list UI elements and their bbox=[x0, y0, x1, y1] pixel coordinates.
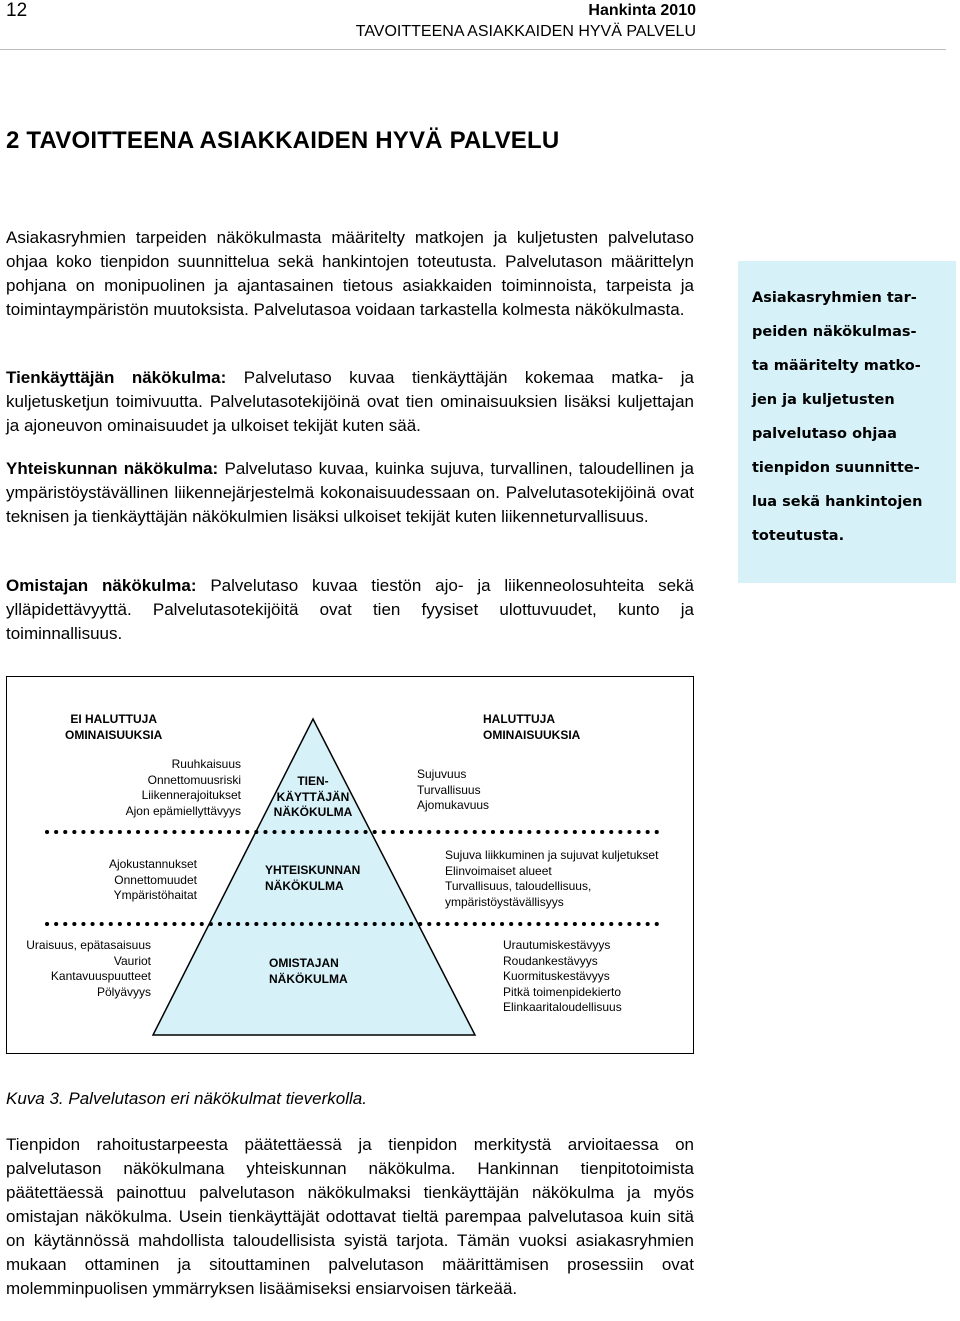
page-number: 12 bbox=[6, 0, 28, 21]
owner-level-title: OMISTAJAN NÄKÖKULMA bbox=[269, 956, 348, 986]
owner-desired: Urautumiskestävyys Roudankestävyys Kuormituskestävyys Pitkä toimenpidekierto Elinkaaritaloudellisuus bbox=[503, 938, 622, 1014]
closing-paragraph: Tienpidon rahoitustarpeesta päätettäessä ja tienpidon merkitystä arvioitaessa on palvelutason näkökulmana yhteiskunnan näkökulma. Hankinnan tienpitotoimista päätettäessä painottuu palvelutason näkökulmaksi tienkäyttäjän näkökulma ja myös omistajan näkökulma. Usein tienkäyttäjät odottavat tieltä parempaa palvelutasoa kuin sitä on käytännössä mahdollista taloudellisista syistä tarjota. Tämän vuoksi asiakasryhmien mukaan ottaminen ja sitouttaminen palvelutason määrittämisen prosessiin ovat molemminpuolisen ymmärryksen lisäämiseksi ensiarvoisen tärkeää. bbox=[6, 1135, 694, 1298]
road-user-text: Palvelutaso kuvaa tienkäyttäjän kokemaa matka- ja kuljetusketjun toimivuutta. Palvelutasotekijöinä ovat tien ominaisuuksien lisäksi kuljettajan ja ajoneuvon ominaisuudet ja ulkoiset tekijät kuten sää. bbox=[6, 368, 694, 435]
sidebar-line: ta määritelty matko- bbox=[752, 358, 921, 374]
sidebar-line: toteutusta. bbox=[752, 528, 845, 544]
header-divider bbox=[0, 49, 946, 50]
owner-text: Palvelutaso kuvaa tiestön ajo- ja liikenneolosuhteita sekä ylläpidettävyyttä. Palvelutasotekijöitä ovat tien fyysiset ulottuvuudet, kunto ja toiminnallisuus. bbox=[6, 576, 695, 643]
road-user-lead: Tienkäyttäjän näkökulma: bbox=[6, 368, 227, 387]
road-user-undesired: Ruuhkaisuus Onnettomuusriski Liikennerajoitukset Ajon epämiellyttävyys bbox=[125, 757, 241, 818]
chapter-title: TAVOITTEENA ASIAKKAIDEN HYVÄ PALVELU bbox=[355, 23, 696, 40]
intro-paragraph: Asiakasryhmien tarpeiden näkökulmasta määritelty matkojen ja kuljetusten palvelutaso ohjaa koko tienpidon suunnittelua sekä hankintojen toteutusta. Palvelutason määrittelyn pohjana on monipuolinen ja ajantasainen tietous asiakkaiden toiminnoista, tarpeista ja toimintaympäristön muutoksista. Palvelutasoa voidaan tarkastella kolmesta näkökulmasta. bbox=[6, 228, 694, 319]
sidebar-line: peiden näkökulmas- bbox=[752, 324, 917, 340]
undesired-header: EI HALUTTUJA OMINAISUUKSIA bbox=[65, 712, 163, 742]
owner-lead: Omistajan näkökulma: bbox=[6, 576, 197, 595]
service-level-pyramid-figure bbox=[6, 676, 694, 1054]
society-lead: Yhteiskunnan näkökulma: bbox=[6, 459, 219, 478]
road-user-paragraph bbox=[6, 366, 694, 438]
society-undesired: Ajokustannukset Onnettomuudet Ympäristöhaitat bbox=[108, 857, 197, 902]
sidebar-line: palvelutaso ohjaa bbox=[752, 426, 897, 442]
document-title: Hankinta 2010 bbox=[588, 2, 696, 19]
society-paragraph bbox=[6, 457, 694, 529]
owner-undesired: Uraisuus, epätasaisuus Vauriot Kantavuuspuutteet Pölyävyys bbox=[26, 938, 151, 999]
owner-paragraph bbox=[6, 574, 694, 646]
sidebar-line: lua sekä hankintojen bbox=[752, 494, 923, 510]
running-header bbox=[356, 0, 696, 42]
desired-header: HALUTTUJA OMINAISUUKSIA bbox=[483, 712, 581, 742]
figure-caption: Kuva 3. Palvelutason eri näkökulmat tieverkolla. bbox=[6, 1089, 367, 1108]
sidebar-line: tienpidon suunnitte- bbox=[752, 460, 920, 476]
sidebar-callout bbox=[738, 261, 956, 583]
section-heading: 2 TAVOITTEENA ASIAKKAIDEN HYVÄ PALVELU bbox=[6, 127, 560, 154]
society-desired: Sujuva liikkuminen ja sujuvat kuljetukset Elinvoimaiset alueet Turvallisuus, taloudellisuus, ympäristöystävällisyys bbox=[445, 848, 659, 909]
road-user-desired: Sujuvuus Turvallisuus Ajomukavuus bbox=[417, 767, 490, 812]
society-text: Palvelutaso kuvaa, kuinka sujuva, turvallinen, taloudellinen ja ympäristöystävällinen liikennejärjestelmä kokonaisuudessaan on. Palvelutasotekijöinä ovat teknisen ja tienkäyttäjän näkökulmien lisäksi ulkoiset tekijät kuten liikenneturvallisuus. bbox=[6, 459, 694, 526]
sidebar-line: Asiakasryhmien tar- bbox=[752, 290, 917, 306]
society-level-title: YHTEISKUNNAN NÄKÖKULMA bbox=[265, 863, 361, 893]
sidebar-line: jen ja kuljetusten bbox=[752, 392, 895, 408]
road-user-level-title: TIEN- KÄYTTÄJÄN NÄKÖKULMA bbox=[273, 774, 353, 819]
